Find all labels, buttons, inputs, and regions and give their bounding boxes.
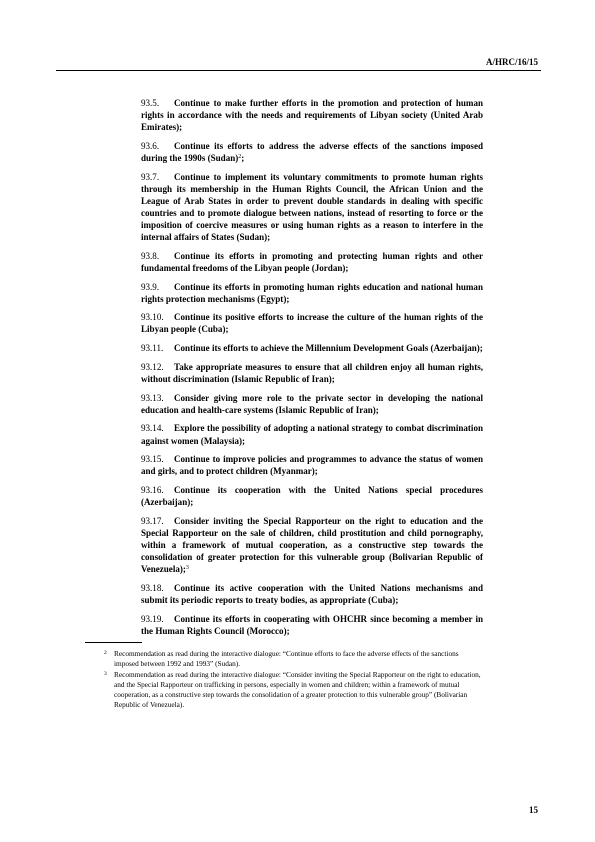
recommendation-paragraph [141,140,483,164]
footnote-reference: 2 [238,153,242,160]
recommendation-paragraph [141,484,483,508]
paragraph-text: Continue its cooperation with the United Nations special procedures (Azerbaijan); [141,484,483,508]
recommendation-paragraph [141,171,483,244]
recommendation-paragraph [141,392,483,416]
recommendation-paragraph [141,453,483,477]
paragraph-number: 93.11. [141,343,164,354]
paragraph-text: Continue its positive efforts to increase the culture of the human rights of the Libyan people (Cuba); [141,312,483,335]
paragraph-number: 93.19. [141,613,164,624]
paragraph-text: Take appropriate measures to ensure that all children enjoy all human rights, without discrimination (Islamic Republic of Iran); [141,361,483,384]
footnote-text: Recommendation as read during the interactive dialogue: “Continue efforts to face the adverse effects of the sanctions imposed between 1992 and 1993” (Sudan). [114,649,459,669]
paragraph-number: 93.5. [141,98,160,108]
footnote-separator [85,642,142,643]
paragraph-text: Continue its efforts in cooperating with OHCHR since becoming a member in the Human Rights Council (Morocco); [141,613,483,636]
paragraph-text: Consider giving more role to the private sector in developing the national education and health-care systems (Islamic Republic of Iran); [141,392,483,415]
paragraph-text: Continue its active cooperation with the United Nations mechanisms and submit its periodic reports to treaty bodies, as appropriate (Cuba); [141,582,483,605]
recommendation-paragraph [141,97,483,133]
header-rule [56,70,541,71]
paragraph-number: 93.12. [141,361,164,372]
paragraph-text: Continue to make further efforts in the promotion and protection of human rights in accordance with the needs and requirements of Libyan society (United Arab Emirates); [141,98,483,133]
paragraph-number: 93.9. [141,281,160,292]
paragraph-number: 93.10. [141,312,164,323]
paragraph-number: 93.6. [141,140,160,151]
recommendation-paragraph [141,515,483,575]
paragraph-number: 93.16. [141,484,164,495]
paragraph-text: Consider inviting the Special Rapporteur on the right to education and the Special Rapporteur on the sale of children, child prostitution and child pornography, within a framework of mutual cooperation, as a constructive step towards the consolidation of greater protection for this vulnerable group (Bolivarian Republic of Venezuela); [141,515,483,575]
recommendation-paragraph [141,361,483,385]
recommendation-paragraph [141,613,483,637]
footnote [99,670,485,711]
paragraph-text: Continue its efforts to address the adverse effects of the sanctions imposed during the 1990s (Sudan) [141,140,483,163]
document-symbol: A/HRC/16/15 [485,57,538,67]
paragraph-number: 93.8. [141,250,160,261]
footnote-mark: 3 [104,670,107,677]
recommendation-paragraph [141,342,483,354]
footnote-text: Recommendation as read during the interactive dialogue: “Consider inviting the Special Rapporteur on the right to education, and the Special Rapporteur on trafficking in persons, especially in women and children; within a framework of mutual cooperation, as a constructive step towards the consolidation of a greater protection to this vulnerable group” (Bolivarian Republic of Venezuela). [114,669,481,710]
footnotes [99,649,485,711]
recommendation-paragraph [141,281,483,305]
paragraph-number: 93.18. [141,582,164,593]
paragraph-number: 93.15. [141,454,164,465]
paragraph-text: Explore the possibility of adopting a national strategy to combat discrimination against women (Malaysia); [141,423,483,446]
footnote-reference: 3 [185,565,189,572]
paragraph-number: 93.17. [141,515,164,526]
paragraph-number: 93.13. [141,392,164,403]
paragraph-text: Continue to improve policies and programmes to advance the status of women and girls, and to protect children (Myanmar); [141,454,483,477]
recommendation-paragraph [141,582,483,606]
recommendation-paragraph [141,422,483,446]
recommendation-paragraph [141,250,483,274]
paragraph-text: Continue its efforts in promoting human rights education and national human rights protection mechanisms (Egypt); [141,281,483,304]
paragraph-number: 93.7. [141,171,160,182]
footnote [99,649,485,669]
paragraph-text: Continue its efforts to achieve the Millennium Development Goals (Azerbaijan); [174,343,483,354]
recommendation-paragraph [141,311,483,335]
paragraph-number: 93.14. [141,423,164,434]
page-number: 15 [529,805,538,815]
footnote-mark: 2 [104,650,107,656]
paragraph-text: Continue its efforts in promoting and protecting human rights and other fundamental freedoms of the Libyan people (Jordan); [141,250,483,273]
recommendations-list [141,97,483,643]
paragraph-text: Continue to implement its voluntary commitments to promote human rights through its membership in the Human Rights Council, the African Union and the League of Arab States in order to prevent double standards in dealing with specific countries and to promote dialogue between nations, instead of resorting to force or the imposition of coercive measures or using human rights as a reason to interfere in the internal affairs of States (Sudan); [141,171,483,243]
paragraph-text-tail: ; [241,152,245,163]
